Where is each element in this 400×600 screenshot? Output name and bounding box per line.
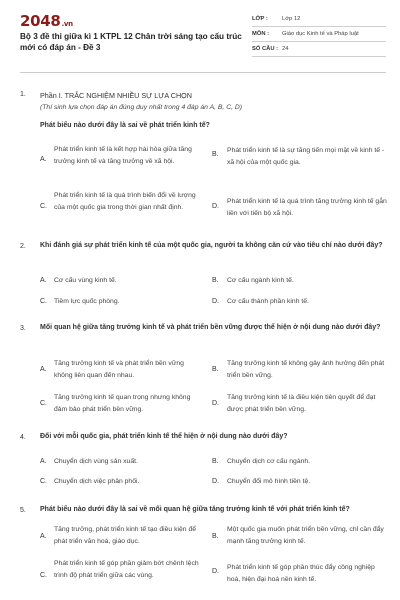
option-text[interactable]: Cơ cấu ngành kinh tế. <box>227 277 294 284</box>
question-text: Khi đánh giá sự phát triển kinh tế của một quốc gia, người ta không căn cứ vào tiêu chí nào dưới đây? <box>40 242 383 249</box>
option-letter[interactable]: A. <box>40 533 47 540</box>
question-text: Đối với mỗi quốc gia, phát triển kinh tế thể hiện ở nội dung nào dưới đây? <box>40 433 288 440</box>
section-number: 1. <box>20 91 26 98</box>
meta-count-value: 24 <box>282 46 289 52</box>
option-text[interactable]: Tăng trưởng, phát triển kinh tế tạo điều kiện để phát triển văn hoá, giáo dục. <box>54 526 197 545</box>
option-letter[interactable]: A. <box>40 277 47 284</box>
question-number: 4. <box>20 434 26 441</box>
option-letter[interactable]: A. <box>40 156 47 163</box>
option-text[interactable]: Chuyển dịch việc phân phối. <box>54 478 140 485</box>
option-letter[interactable]: D. <box>212 298 219 305</box>
question-text: Phát biểu nào dưới đây là sai về phát triển kinh tế? <box>40 122 210 129</box>
option-letter[interactable]: B. <box>212 458 219 465</box>
option-letter[interactable]: B. <box>212 151 219 158</box>
option-letter[interactable]: C. <box>40 478 47 485</box>
logo-text: 2048 <box>20 12 61 30</box>
option-text[interactable]: Phát triển kinh tế là quá trình tăng trưởng kinh tế gắn liền với tiến bộ xã hội. <box>227 198 387 217</box>
option-text[interactable]: Phát triển kinh tế là kết hợp hài hòa giữa tăng trưởng kinh tế và tăng trưởng về xã hội. <box>54 146 192 165</box>
option-letter[interactable]: C. <box>40 400 47 407</box>
option-letter[interactable]: D. <box>212 203 219 210</box>
option-text[interactable]: Phát triển kinh tế góp phần thúc đẩy công nghiệp hoá, hiện đại hoá nền kinh tế. <box>227 564 375 583</box>
question-number: 3. <box>20 325 26 332</box>
option-text[interactable]: Chuyển đổi mô hình tiền tệ. <box>227 478 311 485</box>
option-letter[interactable]: C. <box>40 572 47 579</box>
document-title: Bộ 3 đề thi giữa kì 1 KTPL 12 Chân trời sáng tạo cấu trúc mới có đáp án - Đề 3 <box>20 32 242 52</box>
option-letter[interactable]: A. <box>40 366 47 373</box>
meta-subject-label: MÔN : <box>252 31 270 37</box>
meta-class-value: Lớp 12 <box>282 16 301 22</box>
meta-subject-row <box>252 27 386 42</box>
option-text[interactable]: Tiềm lực quốc phòng. <box>54 298 120 305</box>
option-text[interactable]: Chuyển dịch cơ cấu ngành. <box>227 458 311 465</box>
option-text[interactable]: Phát triển kinh tế góp phần giảm bớt chênh lệch trình độ phát triển giữa các vùng. <box>54 560 199 579</box>
meta-count-label: SỐ CÂU : <box>252 46 279 52</box>
option-text[interactable]: Cơ cấu vùng kinh tế. <box>54 277 117 284</box>
option-letter[interactable]: D. <box>212 478 219 485</box>
option-text[interactable]: Tăng trưởng kinh tế quan trọng nhưng không đảm bảo phát triển bền vững. <box>54 394 191 413</box>
section-instruction: (Thí sinh lựa chọn đáp án đúng duy nhất trong 4 đáp án A, B, C, D) <box>40 104 243 111</box>
option-text[interactable]: Phát triển kinh tế là sự tăng tiến mọi mặt về kinh tế - xã hội của một quốc gia. <box>227 147 385 166</box>
option-text[interactable]: Tăng trưởng kinh tế không gây ảnh hưởng đến phát triển bền vững. <box>227 360 385 379</box>
question-number: 2. <box>20 243 26 250</box>
option-letter[interactable]: A. <box>40 458 47 465</box>
header-divider <box>20 72 386 73</box>
option-letter[interactable]: B. <box>212 533 219 540</box>
question-text: Mối quan hệ giữa tăng trưởng kinh tế và phát triển bền vững được thể hiện ở nội dung nào dưới đây? <box>40 324 381 331</box>
option-letter[interactable]: D. <box>212 400 219 407</box>
document-meta <box>252 12 386 57</box>
site-logo[interactable] <box>20 12 73 30</box>
meta-subject-value: Giáo dục Kinh tế và Pháp luật <box>282 31 359 37</box>
option-text[interactable]: Chuyển dịch vùng sản xuất. <box>54 458 138 465</box>
option-text[interactable]: Phát triển kinh tế là quá trình biến đổi về lượng của một quốc gia trong thời gian nhất định. <box>54 192 196 211</box>
section-title: Phần I. TRẮC NGHIỆM NHIỀU SỰ LỰA CHỌN <box>40 91 192 100</box>
question-number: 5. <box>20 507 26 514</box>
logo-suffix: .vn <box>61 20 73 28</box>
option-letter[interactable]: C. <box>40 203 47 210</box>
option-letter[interactable]: C. <box>40 298 47 305</box>
meta-class-row <box>252 12 386 27</box>
question-text: Phát biểu nào dưới đây là sai về mối quan hệ giữa tăng trưởng kinh tế với phát triển kinh tế? <box>40 506 350 513</box>
option-text[interactable]: Tăng trưởng kinh tế và phát triển bền vững không liên quan đến nhau. <box>54 360 184 379</box>
option-letter[interactable]: B. <box>212 277 219 284</box>
option-text[interactable]: Một quốc gia muốn phát triển bền vững, chỉ cần đẩy mạnh tăng trưởng kinh tế. <box>227 526 384 545</box>
meta-class-label: LỚP : <box>252 16 268 22</box>
option-text[interactable]: Tăng trưởng kinh tế là điều kiện tiên quyết để đạt được phát triển bền vững. <box>227 394 376 413</box>
option-text[interactable]: Cơ cấu thành phần kinh tế. <box>227 298 309 305</box>
meta-count-row <box>252 42 386 57</box>
page-header <box>0 0 400 80</box>
option-letter[interactable]: B. <box>212 366 219 373</box>
option-letter[interactable]: D. <box>212 568 219 575</box>
